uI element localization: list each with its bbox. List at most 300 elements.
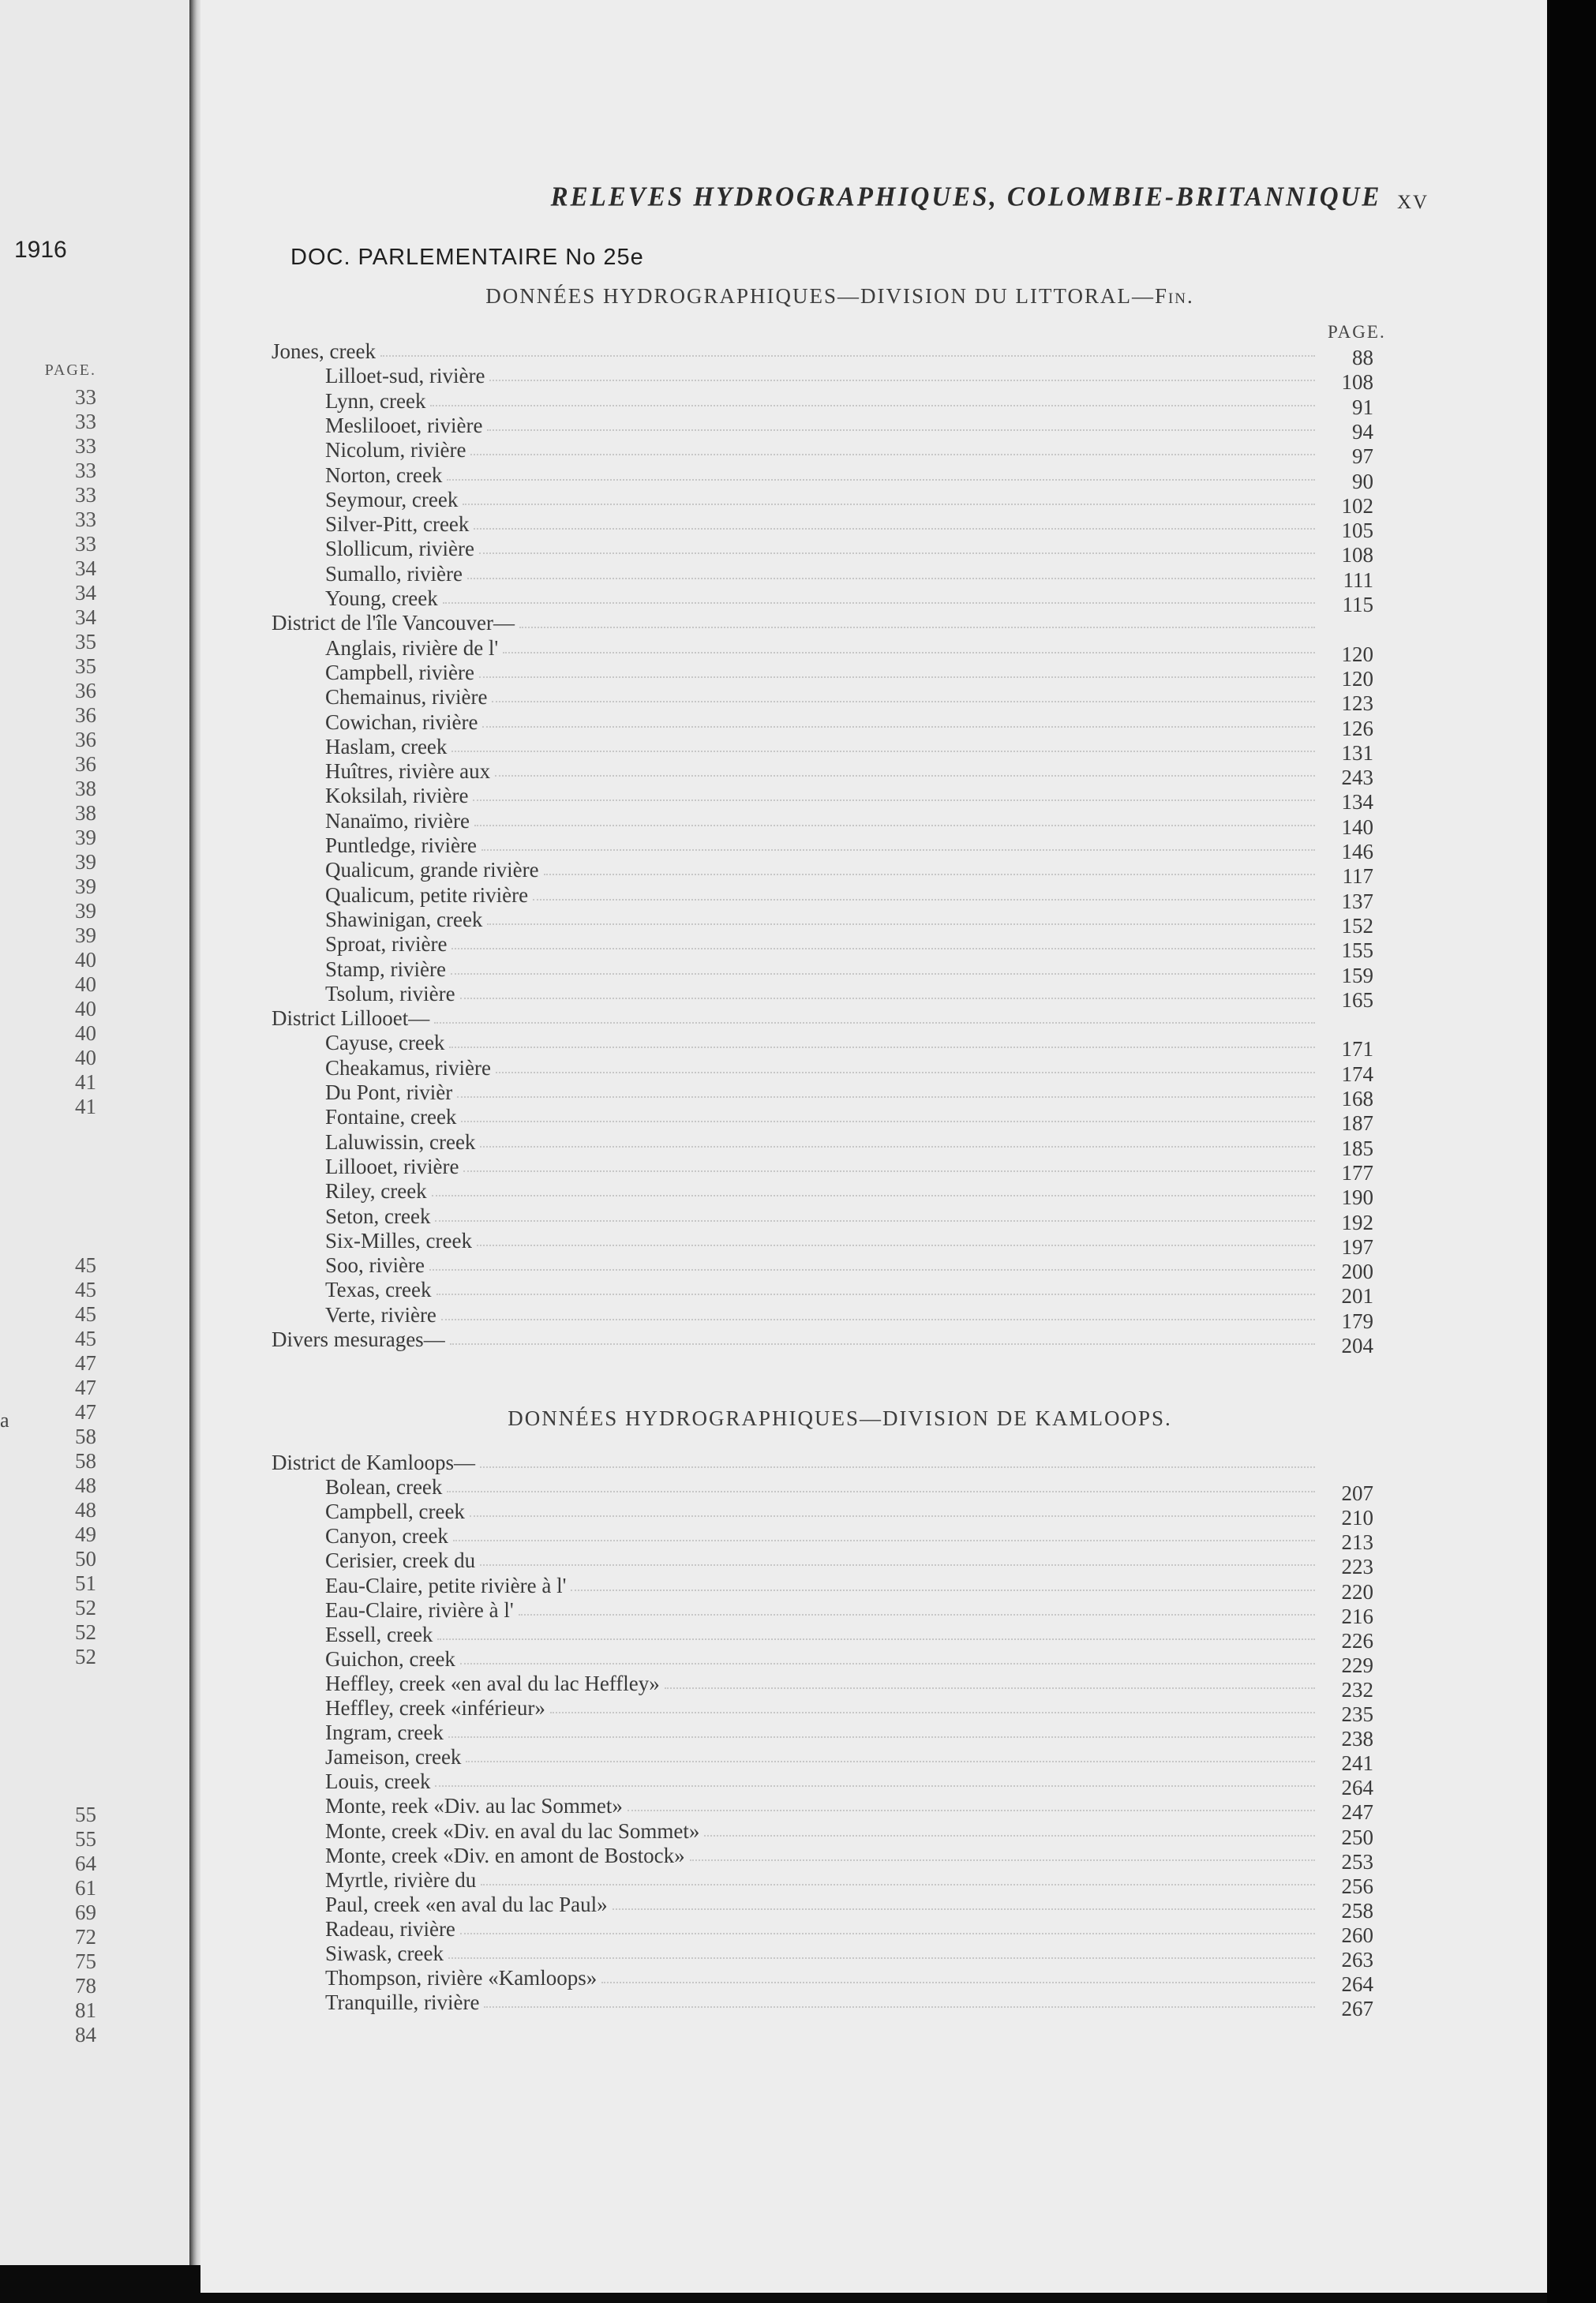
index-entry bbox=[200, 1966, 1547, 1997]
entry-page-number: 260 bbox=[1341, 1923, 1373, 1947]
entry-name: Koksilah, rivière bbox=[325, 784, 469, 808]
index-entry bbox=[200, 1892, 1547, 1923]
index-entry bbox=[200, 1671, 1547, 1702]
facing-page-number: 36 bbox=[75, 752, 96, 776]
entry-name: Riley, creek bbox=[325, 1179, 427, 1204]
index-entry bbox=[200, 1278, 1547, 1309]
index-entry bbox=[200, 1006, 1547, 1030]
entry-name: District de Kamloops— bbox=[272, 1451, 475, 1474]
entry-name: Canyon, creek bbox=[325, 1524, 448, 1548]
facing-page-number: 34 bbox=[75, 556, 96, 580]
entry-name: District de l'île Vancouver— bbox=[272, 611, 515, 635]
entry-page-number: 134 bbox=[1341, 790, 1373, 814]
facing-page-number: 52 bbox=[75, 1645, 96, 1668]
entry-name: Slollicum, rivière bbox=[325, 537, 474, 561]
entry-page-number: 155 bbox=[1341, 938, 1373, 963]
leader-dots bbox=[571, 1590, 1315, 1591]
book-gutter bbox=[189, 0, 200, 2265]
leader-dots bbox=[470, 454, 1315, 455]
facing-page-number: 33 bbox=[75, 483, 96, 507]
entry-page-number: 90 bbox=[1352, 469, 1373, 493]
leader-dots bbox=[484, 2006, 1315, 2008]
index-entry bbox=[200, 858, 1547, 889]
leader-dots bbox=[436, 1294, 1315, 1295]
entry-page-number: 250 bbox=[1341, 1825, 1373, 1849]
facing-page-number: 39 bbox=[75, 850, 96, 874]
index-entry bbox=[200, 1721, 1547, 1751]
entry-name: Campbell, creek bbox=[325, 1500, 465, 1524]
entry-page-number: 256 bbox=[1341, 1874, 1373, 1898]
entry-page-number: 91 bbox=[1352, 395, 1373, 419]
entry-name: Paul, creek «en aval du lac Paul» bbox=[325, 1892, 608, 1916]
entry-name: Fontaine, creek bbox=[325, 1105, 457, 1129]
facing-page-number: 33 bbox=[75, 410, 96, 433]
facing-page-number: 48 bbox=[75, 1474, 96, 1497]
entry-page-number: 102 bbox=[1341, 493, 1373, 518]
entry-page-number: 253 bbox=[1341, 1849, 1373, 1874]
entry-page-number: 258 bbox=[1341, 1898, 1373, 1923]
index-entry bbox=[200, 710, 1547, 740]
entry-name: Seton, creek bbox=[325, 1204, 431, 1228]
leader-dots bbox=[480, 1466, 1315, 1468]
leader-dots bbox=[480, 1146, 1315, 1148]
facing-page-number: 84 bbox=[75, 2023, 96, 2046]
entry-page-number: 229 bbox=[1341, 1653, 1373, 1677]
entry-page-number: 200 bbox=[1341, 1260, 1373, 1284]
entry-name: District Lillooet— bbox=[272, 1006, 430, 1031]
leader-dots bbox=[451, 973, 1315, 975]
facing-page-number: 35 bbox=[75, 630, 96, 653]
entry-name: Laluwissin, creek bbox=[325, 1129, 476, 1154]
entry-page-number: 216 bbox=[1341, 1604, 1373, 1628]
entry-name: Nanaïmo, rivière bbox=[325, 808, 470, 833]
entry-page-number: 213 bbox=[1341, 1530, 1373, 1555]
index-entry bbox=[200, 1451, 1547, 1474]
leader-dots bbox=[533, 899, 1315, 901]
index-entry bbox=[200, 981, 1547, 1012]
index-entry bbox=[200, 1253, 1547, 1284]
facing-page-number: 69 bbox=[75, 1900, 96, 1924]
entry-name: Soo, rivière bbox=[325, 1253, 425, 1278]
entry-page-number: 247 bbox=[1341, 1800, 1373, 1825]
entry-name: Stamp, rivière bbox=[325, 957, 446, 981]
leader-dots bbox=[503, 652, 1315, 653]
entry-name: Jones, creek bbox=[272, 339, 376, 363]
entry-page-number: 177 bbox=[1341, 1160, 1373, 1185]
leader-dots bbox=[474, 528, 1315, 530]
leader-dots bbox=[448, 1736, 1315, 1738]
entry-page-number: 207 bbox=[1341, 1481, 1373, 1506]
facing-page-number: 39 bbox=[75, 874, 96, 898]
facing-page-number: 34 bbox=[75, 605, 96, 629]
entry-page-number: 226 bbox=[1341, 1628, 1373, 1653]
entry-page-number: 238 bbox=[1341, 1727, 1373, 1751]
leader-dots bbox=[463, 1170, 1315, 1172]
index-entry bbox=[200, 1990, 1547, 2021]
facing-page-number: 55 bbox=[75, 1803, 96, 1826]
facing-page-number: 45 bbox=[75, 1253, 96, 1277]
facing-page-number: 45 bbox=[75, 1278, 96, 1301]
entry-name: Qualicum, grande rivière bbox=[325, 858, 539, 882]
leader-dots bbox=[463, 504, 1315, 505]
facing-page-number: 39 bbox=[75, 826, 96, 849]
leader-dots bbox=[432, 1195, 1315, 1196]
entry-name: Guichon, creek bbox=[325, 1646, 455, 1671]
index-entry bbox=[200, 364, 1547, 395]
entry-page-number: 190 bbox=[1341, 1185, 1373, 1210]
index-entry bbox=[200, 388, 1547, 419]
entry-name: Meslilooet, rivière bbox=[325, 413, 483, 437]
facing-page-number: 40 bbox=[75, 1046, 96, 1069]
entry-page-number: 223 bbox=[1341, 1555, 1373, 1579]
entry-page-number: 115 bbox=[1342, 593, 1373, 616]
leader-dots bbox=[477, 1245, 1315, 1246]
entry-name: Tsolum, rivière bbox=[325, 981, 455, 1005]
scan-border bbox=[1547, 0, 1596, 2303]
facing-page-fragment bbox=[0, 0, 189, 2265]
index-entry bbox=[200, 1055, 1547, 1086]
leader-dots bbox=[466, 1761, 1315, 1762]
entry-name: Eau-Claire, rivière à l' bbox=[325, 1597, 514, 1622]
leader-dots bbox=[430, 405, 1315, 406]
leader-dots bbox=[550, 1712, 1315, 1713]
facing-page-number: 45 bbox=[75, 1327, 96, 1350]
facing-page-number: 55 bbox=[75, 1827, 96, 1851]
entry-name: Ingram, creek bbox=[325, 1721, 444, 1745]
facing-page-number: 58 bbox=[75, 1425, 96, 1448]
index-entry bbox=[200, 1228, 1547, 1259]
leader-dots bbox=[665, 1687, 1315, 1689]
leader-dots bbox=[441, 1319, 1315, 1320]
entry-page-number: 137 bbox=[1341, 889, 1373, 913]
facing-page-number: 40 bbox=[75, 948, 96, 972]
entry-page-number: 241 bbox=[1341, 1751, 1373, 1776]
leader-dots bbox=[457, 1096, 1315, 1098]
entry-name: Essell, creek bbox=[325, 1622, 433, 1646]
entry-name: Lillooet, rivière bbox=[325, 1154, 459, 1178]
entry-name: Cayuse, creek bbox=[325, 1031, 445, 1055]
entry-page-number: 264 bbox=[1341, 1776, 1373, 1800]
facing-page-number: 58 bbox=[75, 1449, 96, 1473]
entry-name: Huîtres, rivière aux bbox=[325, 759, 491, 784]
facing-page-number: 78 bbox=[75, 1974, 96, 1998]
entry-page-number: 232 bbox=[1341, 1677, 1373, 1702]
facing-page-number: 48 bbox=[75, 1498, 96, 1522]
leader-dots bbox=[467, 578, 1315, 579]
facing-page-number: 41 bbox=[75, 1095, 96, 1118]
leader-dots bbox=[435, 1220, 1315, 1222]
index-entry bbox=[200, 660, 1547, 691]
entry-name: Heffley, creek «inférieur» bbox=[325, 1696, 545, 1720]
entry-name: Thompson, rivière «Kamloops» bbox=[325, 1966, 598, 1990]
entry-page-number: 140 bbox=[1341, 814, 1373, 839]
leader-dots bbox=[470, 1515, 1315, 1517]
index-entry bbox=[200, 1843, 1547, 1874]
entry-name: Lilloet-sud, rivière bbox=[325, 364, 485, 388]
leader-dots bbox=[690, 1859, 1315, 1861]
index-entry bbox=[200, 784, 1547, 814]
entry-page-number: 197 bbox=[1341, 1234, 1373, 1259]
leader-dots bbox=[492, 701, 1315, 702]
leader-dots bbox=[429, 1269, 1315, 1271]
facing-page-number: 41 bbox=[75, 1070, 96, 1094]
leader-dots bbox=[628, 1810, 1315, 1811]
leader-dots bbox=[489, 380, 1315, 381]
entry-name: Cheakamus, rivière bbox=[325, 1055, 491, 1080]
entry-name: Radeau, rivière bbox=[325, 1916, 455, 1941]
facing-page-number: 40 bbox=[75, 997, 96, 1020]
index-entry bbox=[200, 1646, 1547, 1677]
leader-dots bbox=[437, 1638, 1315, 1640]
facing-page-number: 40 bbox=[75, 1021, 96, 1045]
index-entry bbox=[200, 1500, 1547, 1530]
entry-name: Sproat, rivière bbox=[325, 932, 448, 957]
entry-page-number: 204 bbox=[1341, 1334, 1373, 1357]
entry-name: Monte, creek «Div. en aval du lac Sommet» bbox=[325, 1818, 700, 1843]
index-entry bbox=[200, 1302, 1547, 1333]
index-entry bbox=[200, 1475, 1547, 1506]
entry-page-number: 120 bbox=[1341, 666, 1373, 691]
entry-page-number: 123 bbox=[1341, 691, 1373, 716]
index-entry bbox=[200, 1769, 1547, 1800]
index-entry bbox=[200, 512, 1547, 543]
entry-page-number: 105 bbox=[1341, 519, 1373, 543]
entry-page-number: 185 bbox=[1341, 1136, 1373, 1160]
section-title-littoral: DONNÉES HYDROGRAPHIQUES—DIVISION DU LITTORAL—Fin. bbox=[485, 284, 1194, 308]
leader-dots bbox=[447, 1491, 1315, 1492]
index-entry bbox=[200, 1179, 1547, 1210]
facing-page-number: 52 bbox=[75, 1620, 96, 1644]
leader-dots bbox=[473, 799, 1315, 801]
index-entry bbox=[200, 611, 1547, 635]
index-entry bbox=[200, 1818, 1547, 1849]
facing-page-number: 39 bbox=[75, 899, 96, 923]
leader-dots bbox=[487, 923, 1315, 925]
leader-dots bbox=[435, 1785, 1315, 1787]
entry-name: Qualicum, petite rivière bbox=[325, 882, 529, 907]
index-page bbox=[200, 0, 1547, 2293]
index-entry bbox=[200, 759, 1547, 790]
facing-page-number: 35 bbox=[75, 654, 96, 678]
leader-dots bbox=[487, 429, 1315, 431]
entry-name: Cowichan, rivière bbox=[325, 710, 478, 734]
entry-name: Campbell, rivière bbox=[325, 660, 474, 684]
entry-page-number: 174 bbox=[1341, 1062, 1373, 1086]
facing-page-number: 45 bbox=[75, 1302, 96, 1326]
index-entry bbox=[200, 1129, 1547, 1160]
page-column-heading: PAGE. bbox=[1328, 322, 1386, 342]
entry-name: Siwask, creek bbox=[325, 1942, 444, 1965]
leader-dots bbox=[482, 726, 1315, 728]
entry-name: Verte, rivière bbox=[325, 1302, 436, 1327]
facing-page-number: 47 bbox=[75, 1400, 96, 1424]
running-title: RELEVES HYDROGRAPHIQUES, COLOMBIE-BRITANNIQUE bbox=[550, 182, 1382, 212]
entry-page-number: 108 bbox=[1341, 370, 1373, 395]
entry-name: Silver-Pitt, creek bbox=[325, 512, 470, 537]
facing-page-number: 38 bbox=[75, 801, 96, 825]
leader-dots bbox=[474, 825, 1315, 826]
index-entry bbox=[200, 1105, 1547, 1136]
entry-page-number: 168 bbox=[1341, 1087, 1373, 1110]
facing-page-stray-letter: a bbox=[0, 1409, 9, 1432]
entry-page-number: 159 bbox=[1341, 963, 1373, 987]
index-entry bbox=[200, 561, 1547, 592]
entry-page-number: 179 bbox=[1341, 1309, 1373, 1333]
section-title-kamloops: DONNÉES HYDROGRAPHIQUES—DIVISION DE KAMLOOPS. bbox=[508, 1406, 1172, 1430]
entry-page-number: 243 bbox=[1341, 766, 1373, 790]
facing-page-number: 33 bbox=[75, 532, 96, 556]
index-entry bbox=[200, 1794, 1547, 1825]
leader-dots bbox=[460, 1663, 1315, 1665]
index-entry bbox=[200, 413, 1547, 444]
index-entry bbox=[200, 586, 1547, 616]
facing-page-number: 72 bbox=[75, 1925, 96, 1949]
facing-page-number: 50 bbox=[75, 1547, 96, 1571]
index-entry bbox=[200, 932, 1547, 963]
facing-page-number: 81 bbox=[75, 1998, 96, 2022]
leader-dots bbox=[380, 355, 1315, 357]
index-entry bbox=[200, 808, 1547, 839]
entry-page-number: 267 bbox=[1341, 1997, 1373, 2021]
leader-dots bbox=[447, 479, 1315, 481]
leader-dots bbox=[601, 1982, 1315, 1983]
index-entry bbox=[200, 882, 1547, 913]
index-entry bbox=[200, 1867, 1547, 1898]
facing-page-number: 38 bbox=[75, 777, 96, 800]
entry-page-number: 210 bbox=[1341, 1506, 1373, 1530]
entry-name: Six-Milles, creek bbox=[325, 1228, 472, 1253]
facing-page-number: 33 bbox=[75, 434, 96, 458]
index-entry bbox=[200, 537, 1547, 567]
index-entry bbox=[200, 1745, 1547, 1776]
facing-page-number: 47 bbox=[75, 1351, 96, 1375]
index-entry bbox=[200, 1031, 1547, 1062]
leader-dots bbox=[479, 676, 1315, 678]
leader-dots bbox=[479, 552, 1315, 554]
entry-name: Norton, creek bbox=[325, 462, 443, 487]
leader-dots bbox=[613, 1908, 1315, 1910]
entry-name: Heffley, creek «en aval du lac Heffley» bbox=[325, 1671, 660, 1695]
facing-page-number: 36 bbox=[75, 728, 96, 751]
index-entry bbox=[200, 957, 1547, 987]
facing-page-year: 1916 bbox=[14, 237, 67, 263]
document-number-line: DOC. PARLEMENTAIRE No 25e bbox=[290, 245, 644, 270]
index-entry bbox=[200, 1696, 1547, 1726]
entry-name: Anglais, rivière de l' bbox=[325, 635, 499, 660]
entry-page-number: 94 bbox=[1352, 419, 1373, 444]
facing-page-number: 49 bbox=[75, 1522, 96, 1546]
leader-dots bbox=[443, 602, 1315, 604]
entry-page-number: 165 bbox=[1341, 987, 1373, 1012]
entry-page-number: 111 bbox=[1343, 567, 1373, 592]
entry-name: Lynn, creek bbox=[325, 388, 426, 413]
entry-name: Monte, creek «Div. en amont de Bostock» bbox=[325, 1843, 685, 1867]
entry-name: Myrtle, rivière du bbox=[325, 1867, 477, 1892]
index-entry bbox=[200, 1204, 1547, 1234]
entry-page-number: 201 bbox=[1341, 1284, 1373, 1309]
facing-page-number: 64 bbox=[75, 1852, 96, 1875]
entry-name: Du Pont, rivièr bbox=[325, 1080, 453, 1104]
entry-page-number: 192 bbox=[1341, 1210, 1373, 1234]
leader-dots bbox=[519, 1614, 1315, 1616]
leader-dots bbox=[544, 874, 1315, 875]
facing-page-number: 34 bbox=[75, 581, 96, 605]
leader-dots bbox=[460, 1933, 1315, 1934]
leader-dots bbox=[453, 1540, 1315, 1541]
leader-dots bbox=[704, 1835, 1315, 1837]
entry-name: Haslam, creek bbox=[325, 734, 448, 758]
entry-name: Texas, creek bbox=[325, 1278, 432, 1302]
index-entry bbox=[200, 734, 1547, 765]
leader-dots bbox=[460, 998, 1315, 999]
facing-page-page-heading: PAGE. bbox=[44, 361, 96, 379]
entry-name: Sumallo, rivière bbox=[325, 561, 463, 586]
index-entry bbox=[200, 907, 1547, 938]
entry-page-number: 171 bbox=[1341, 1037, 1373, 1062]
entry-page-number: 187 bbox=[1341, 1111, 1373, 1136]
entry-page-number: 152 bbox=[1341, 913, 1373, 938]
facing-page-number: 47 bbox=[75, 1376, 96, 1399]
facing-page-number: 75 bbox=[75, 1949, 96, 1973]
facing-page-number: 36 bbox=[75, 679, 96, 702]
index-entry bbox=[200, 1622, 1547, 1653]
index-entry bbox=[200, 833, 1547, 863]
entry-name: Shawinigan, creek bbox=[325, 907, 483, 931]
entry-page-number: 235 bbox=[1341, 1702, 1373, 1726]
leader-dots bbox=[480, 1564, 1315, 1566]
index-entry bbox=[200, 438, 1547, 469]
index-entry bbox=[200, 1548, 1547, 1579]
entry-page-number: 220 bbox=[1341, 1579, 1373, 1604]
leader-dots bbox=[451, 751, 1315, 752]
leader-dots bbox=[496, 1072, 1315, 1073]
index-entry bbox=[200, 1942, 1547, 1972]
entry-name: Puntledge, rivière bbox=[325, 833, 477, 857]
facing-page-number: 36 bbox=[75, 703, 96, 727]
leader-dots bbox=[450, 1343, 1315, 1345]
entry-name: Divers mesurages— bbox=[272, 1328, 445, 1351]
index-entry bbox=[200, 1524, 1547, 1555]
entry-name: Cerisier, creek du bbox=[325, 1548, 476, 1573]
leader-dots bbox=[434, 1022, 1315, 1024]
entry-page-number: 108 bbox=[1341, 543, 1373, 567]
entry-name: Chemainus, rivière bbox=[325, 685, 488, 710]
entry-page-number: 126 bbox=[1341, 716, 1373, 740]
entry-page-number: 131 bbox=[1341, 740, 1373, 765]
facing-page-number: 33 bbox=[75, 459, 96, 482]
entry-page-number: 263 bbox=[1341, 1948, 1373, 1972]
entry-name: Eau-Claire, petite rivière à l' bbox=[325, 1573, 567, 1597]
entry-page-number: 117 bbox=[1342, 864, 1373, 889]
entry-page-number: 88 bbox=[1352, 346, 1373, 369]
leader-dots bbox=[451, 948, 1315, 949]
facing-page-number: 40 bbox=[75, 972, 96, 996]
index-entry bbox=[200, 1080, 1547, 1110]
entry-name: Monte, reek «Div. au lac Sommet» bbox=[325, 1794, 623, 1818]
index-entry bbox=[200, 1916, 1547, 1947]
entry-name: Seymour, creek bbox=[325, 487, 459, 511]
facing-page-number: 39 bbox=[75, 923, 96, 947]
page-folio: XV bbox=[1397, 192, 1429, 213]
leader-dots bbox=[461, 1121, 1315, 1122]
entry-name: Young, creek bbox=[325, 586, 438, 610]
entry-page-number: 97 bbox=[1352, 444, 1373, 469]
facing-page-number: 33 bbox=[75, 507, 96, 531]
index-entry bbox=[200, 339, 1547, 369]
entry-name: Tranquille, rivière bbox=[325, 1990, 480, 2015]
entry-page-number: 146 bbox=[1341, 840, 1373, 863]
leader-dots bbox=[448, 1957, 1315, 1959]
